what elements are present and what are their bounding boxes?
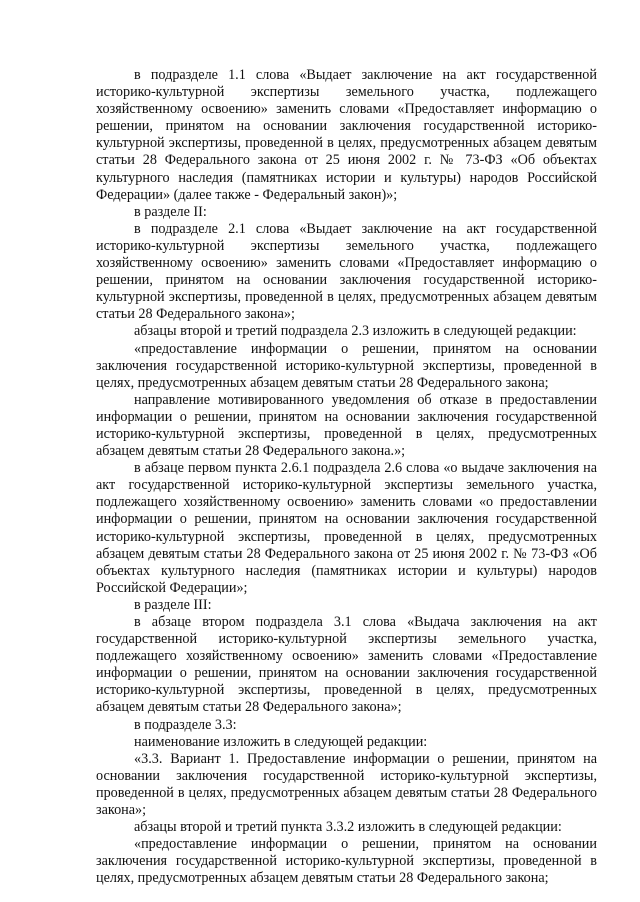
paragraph-title-change: наименование изложить в следующей редакции: bbox=[134, 733, 428, 750]
paragraph-variant-1: «3.3. Вариант 1. Предоставление информации о решении, принятом на основании заключения государственной историко-культурной экспертизы, проведенной в целях, предусмотренных абзацем девятым статьи 28 Федерального закона»; bbox=[96, 750, 597, 819]
paragraph-subsection-2-3-item-2: направление мотивированного уведомления об отказе в предоставлении информации о решении, принятом на основании заключения государственной историко-культурной экспертизы, проведенной в целях, предусмотренных абзацем девятым статьи 28 Федерального закона.»; bbox=[96, 391, 597, 460]
paragraph-section-2-heading: в разделе II: bbox=[134, 203, 207, 220]
paragraph-subsection-2-3-intro: абзацы второй и третий подраздела 2.3 изложить в следующей редакции: bbox=[134, 323, 577, 340]
paragraph-subsection-2-3-item-1: «предоставление информации о решении, принятом на основании заключения государственной историко-культурной экспертизы, проведенной в целях, предусмотренных абзацем девятым статьи 28 Федерального закона; bbox=[96, 340, 597, 391]
paragraph-subsection-2-1: в подразделе 2.1 слова «Выдает заключение на акт государственной историко-культурной экспертизы земельного участка, подлежащего хозяйственному освоению» заменить словами «Предоставляет информацию о решении, принятом на основании заключения государственной историко-культурной экспертизы, проведенной в целях, предусмотренных абзацем девятым статьи 28 Федерального закона»; bbox=[96, 220, 597, 323]
paragraph-subsection-3-3-heading: в подразделе 3.3: bbox=[134, 716, 237, 733]
paragraph-section-3-heading: в разделе III: bbox=[134, 596, 212, 613]
document-page bbox=[96, 67, 597, 888]
paragraph-subsection-3-1: в абзаце втором подраздела 3.1 слова «Выдача заключения на акт государственной историко-культурной экспертизы земельного участка, подлежащего хозяйственному освоению» заменить словами «Предоставление информации о решении, принятом на основании заключения государственной историко-культурной экспертизы, проведенной в целях, предусмотренных абзацем девятым статьи 28 Федерального закона»; bbox=[96, 614, 597, 716]
paragraph-point-2-6-1: в абзаце первом пункта 2.6.1 подраздела 2.6 слова «о выдаче заключения на акт государственной историко-культурной экспертизы земельного участка, подлежащего хозяйственному освоению» заменить словами «о предоставлении информации о решении, принятом на основании заключения государственной историко-культурной экспертизы, проведенной в целях, предусмотренных абзацем девятым статьи 28 Федерального закона от 25 июня 2002 г. № 73-ФЗ «Об объектах культурного наследия (памятниках истории и культуры) народов Российской Федерации»; bbox=[96, 460, 597, 596]
paragraph-subsection-1-1: в подразделе 1.1 слова «Выдает заключение на акт государственной историко-культурной экспертизы земельного участка, подлежащего хозяйственному освоению» заменить словами «Предоставляет информацию о решении, принятом на основании заключения государственной историко-культурной экспертизы, проведенной в целях, предусмотренных абзацем девятым статьи 28 Федерального закона от 25 июня 2002 г. № 73-ФЗ «Об объектах культурного наследия (памятниках истории и культуры) народов Российской Федерации» (далее также - Федеральный закон)»; bbox=[96, 67, 597, 203]
paragraph-point-3-3-2-item-1: «предоставление информации о решении, принятом на основании заключения государственной историко-культурной экспертизы, проведенной в целях, предусмотренных абзацем девятым статьи 28 Федерального закона; bbox=[96, 836, 597, 887]
paragraph-point-3-3-2-intro: абзацы второй и третий пункта 3.3.2 изложить в следующей редакции: bbox=[134, 819, 562, 836]
